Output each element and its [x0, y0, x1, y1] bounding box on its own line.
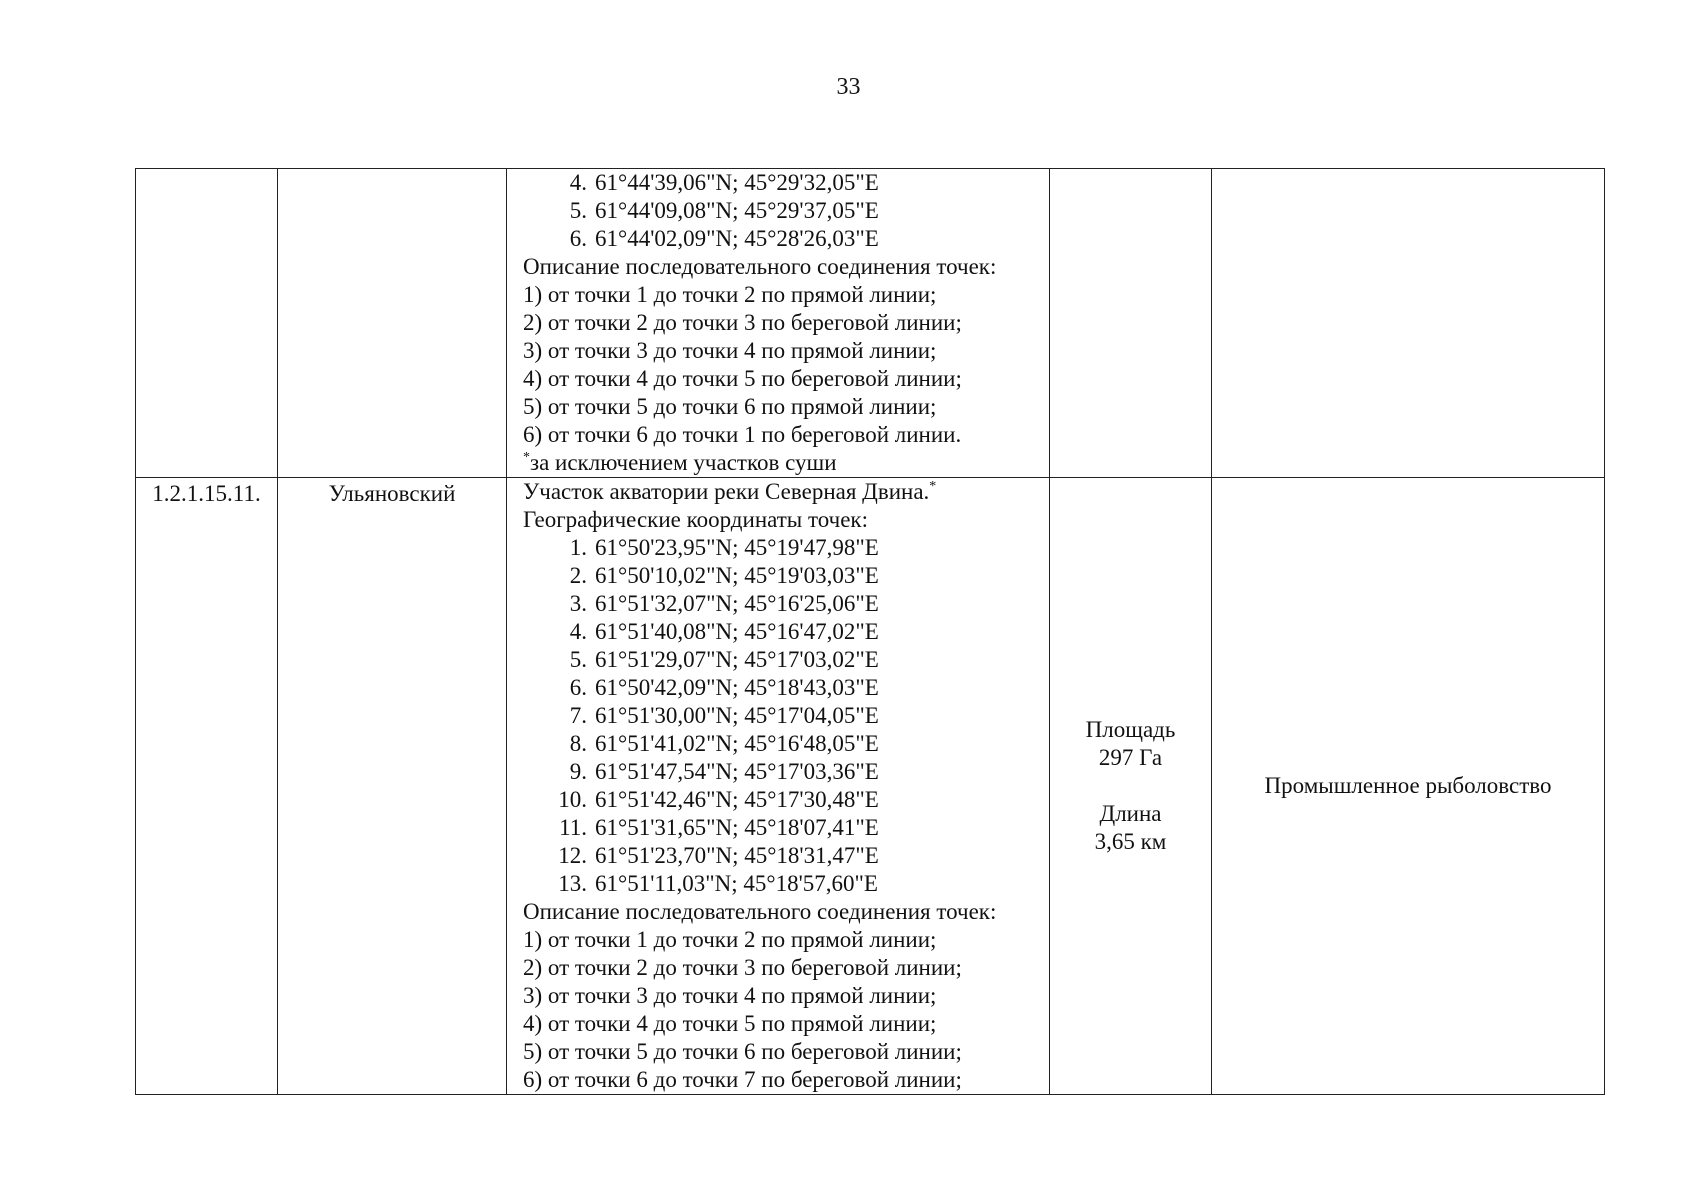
connection-line: 4) от точки 4 до точки 5 по прямой линии; — [523, 1011, 937, 1036]
entry-title: Участок акватории реки Северная Двина.* — [523, 479, 937, 504]
connection-heading: Описание последовательного соединения точек: — [523, 254, 997, 279]
purpose-text: Промышленное рыболовство — [1264, 773, 1552, 798]
connection-line: 1) от точки 1 до точки 2 по прямой линии; — [523, 282, 937, 307]
cell-parameters — [1050, 478, 1212, 1095]
length-value: 3,65 км — [1094, 829, 1167, 854]
cell-purpose — [1212, 478, 1605, 1095]
cell-params-empty — [1050, 169, 1212, 478]
footnote-mark: * — [523, 450, 530, 465]
connection-line: 2) от точки 2 до точки 3 по береговой линии; — [523, 955, 962, 980]
connection-line: 3) от точки 3 до точки 4 по прямой линии; — [523, 983, 937, 1008]
parameter-spacer — [1050, 772, 1211, 800]
entry-name: Ульяновский — [278, 478, 507, 1095]
coordinate-list-continued — [523, 169, 1045, 253]
cell-number-empty — [136, 169, 278, 478]
cell-purpose-empty — [1212, 169, 1605, 478]
title-footnote-mark: * — [929, 479, 937, 494]
cell-name-empty — [278, 169, 507, 478]
cell-description-continued — [507, 169, 1050, 478]
connection-heading: Описание последовательного соединения точек: — [523, 899, 997, 924]
coordinate-item: 5. 61°44'09,08"N; 45°29'37,05"E — [569, 198, 879, 223]
coordinate-item: 3. 61°51'32,07"N; 45°16'25,06"E — [569, 591, 879, 616]
coordinate-item: 10. 61°51'42,46"N; 45°17'30,48"E — [558, 787, 879, 812]
table-row-entry — [136, 478, 1605, 1095]
coordinate-item: 4. 61°51'40,08"N; 45°16'47,02"E — [569, 619, 879, 644]
area-label: Площадь — [1085, 717, 1176, 742]
footnote — [523, 449, 1045, 477]
coordinate-list — [523, 534, 1045, 898]
coordinate-item: 1. 61°50'23,95"N; 45°19'47,98"E — [569, 535, 879, 560]
coordinate-item: 7. 61°51'30,00"N; 45°17'04,05"E — [569, 703, 879, 728]
area-value: 297 Га — [1098, 745, 1163, 770]
coordinate-item: 12. 61°51'23,70"N; 45°18'31,47"E — [558, 843, 879, 868]
coordinate-item: 4. 61°44'39,06"N; 45°29'32,05"E — [569, 170, 879, 195]
coordinate-item: 9. 61°51'47,54"N; 45°17'03,36"E — [569, 759, 879, 784]
connection-line: 6) от точки 6 до точки 7 по береговой линии; — [523, 1067, 962, 1092]
connection-line: 2) от точки 2 до точки 3 по береговой линии; — [523, 310, 962, 335]
coordinate-item: 5. 61°51'29,07"N; 45°17'03,02"E — [569, 647, 879, 672]
connection-line: 5) от точки 5 до точки 6 по береговой линии; — [523, 1039, 962, 1064]
coordinate-item: 6. 61°44'02,09"N; 45°28'26,03"E — [569, 226, 879, 251]
cell-description — [507, 478, 1050, 1095]
coordinate-item: 2. 61°50'10,02"N; 45°19'03,03"E — [569, 563, 879, 588]
coordinate-item: 6. 61°50'42,09"N; 45°18'43,03"E — [569, 675, 879, 700]
length-label: Длина — [1099, 801, 1162, 826]
connection-line: 4) от точки 4 до точки 5 по береговой линии; — [523, 366, 962, 391]
connection-line: 3) от точки 3 до точки 4 по прямой линии; — [523, 338, 937, 363]
coordinates-heading: Географические координаты точек: — [523, 507, 868, 532]
entry-number: 1.2.1.15.11. — [136, 478, 278, 1095]
table-row-continuation — [136, 169, 1605, 478]
connection-line: 6) от точки 6 до точки 1 по береговой линии. — [523, 422, 962, 447]
coordinate-item: 11. 61°51'31,65"N; 45°18'07,41"E — [559, 815, 879, 840]
connection-line: 1) от точки 1 до точки 2 по прямой линии; — [523, 927, 937, 952]
coordinate-item: 8. 61°51'41,02"N; 45°16'48,05"E — [569, 731, 879, 756]
coordinate-item: 13. 61°51'11,03"N; 45°18'57,60"E — [558, 871, 878, 896]
connection-line: 5) от точки 5 до точки 6 по прямой линии; — [523, 394, 937, 419]
footnote-text: за исключением участков суши — [530, 450, 837, 475]
fishing-areas-table — [135, 168, 1605, 1095]
page-number: 33 — [836, 74, 861, 100]
